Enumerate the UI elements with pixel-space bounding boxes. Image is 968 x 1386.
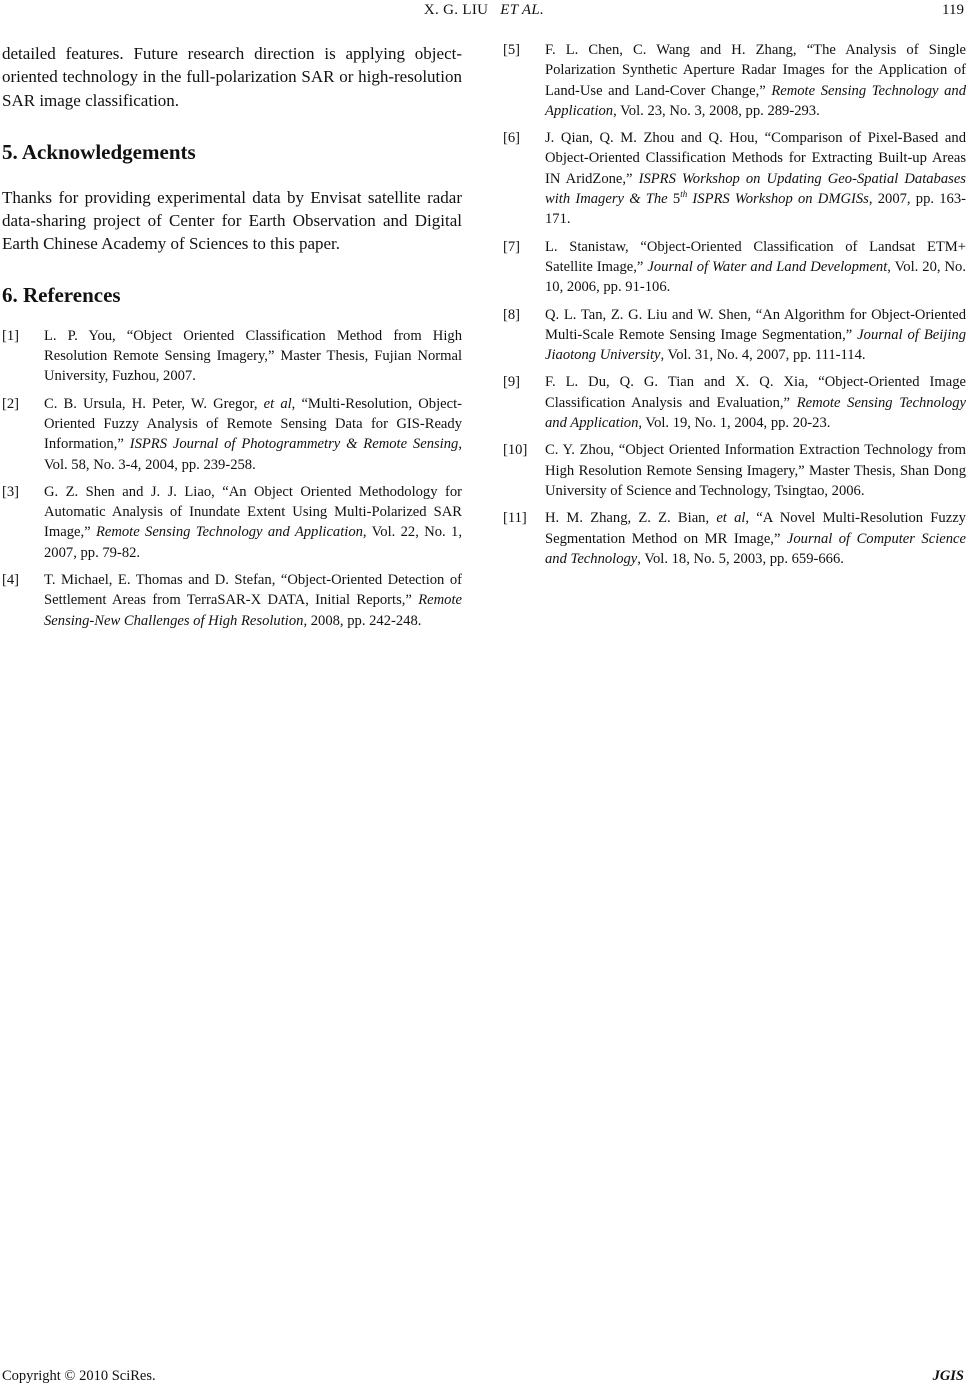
reference-text: 5 [672, 191, 681, 208]
reference-text: Remote Sensing Technology and Application [95, 524, 363, 541]
reference-text: F. L. Chen, C. Wang and H. Zhang, “The Analysis of Single Polarization Synthetic Aperture Radar Images for the Application of Land-Use and Land-Cover Change,” [545, 42, 966, 99]
reference-text: G. Z. Shen and J. J. Liao, “An Object Oriented Methodology for Automatic Analysis of Inundate Extent Using Multi-Polarized SAR Image,” [44, 483, 462, 541]
reference-text: , Vol. 22, No. 1, 2007, pp. 79-82. [44, 524, 462, 561]
reference-text: Journal of Computer Science and Technology [545, 530, 966, 567]
running-header [0, 2, 968, 22]
journal-name: JGIS [932, 1368, 964, 1384]
reference-text: , Vol. 31, No. 4, 2007, pp. 111-114. [660, 347, 866, 364]
reference-text: , “Multi-Resolution, Object-Oriented Fuzzy Analysis of Remote Sensing Data for GIS-Ready Information,” [44, 395, 462, 453]
references-heading: 6. References [2, 282, 121, 307]
header-title [0, 2, 968, 19]
reference-text: , Vol. 19, No. 1, 2004, pp. 20-23. [638, 415, 831, 432]
reference-item [503, 508, 966, 569]
header-author: X. G. LIU [423, 2, 489, 18]
reference-number: [4] [2, 572, 20, 589]
reference-item [503, 305, 966, 366]
reference-text: et al [263, 395, 292, 412]
reference-number: [10] [503, 442, 528, 459]
reference-item [2, 394, 462, 475]
reference-text: Remote Sensing Technology and Application [545, 394, 966, 432]
reference-number: [5] [503, 42, 521, 58]
reference-text: L. P. You, “Object Oriented Classification Method from High Resolution Remote Sensing Imagery,” Master Thesis, Fujian Normal University, Fuzhou, 2007. [44, 327, 462, 385]
reference-text: Q. L. Tan, Z. G. Liu and W. Shen, “An Algorithm for Object-Oriented Multi-Scale Remote Sensing Image Segmentation,” [545, 306, 966, 343]
reference-text: J. Qian, Q. M. Zhou and Q. Hou, “Comparison of Pixel-Based and Object-Oriented Classification Methods for Extracting Built-up Areas IN AridZone,” [545, 130, 966, 187]
reference-item [503, 128, 966, 229]
reference-text: Remote Sensing-New Challenges of High Resolution [44, 592, 462, 629]
left-column [2, 42, 462, 638]
reference-list-right [503, 40, 966, 569]
intro-paragraph: detailed features. Future research direction is applying object-oriented technology in the full-polarization SAR or high-resolution SAR image classification. [2, 44, 462, 110]
reference-text: , “A Novel Multi-Resolution Fuzzy Segmentation Method on MR Image,” [545, 510, 966, 547]
reference-number: [1] [2, 327, 20, 344]
reference-text: Journal of Water and Land Development [647, 258, 888, 275]
reference-text: , Vol. 20, No. 10, 2006, pp. 91-106. [545, 258, 967, 296]
reference-number: [6] [503, 130, 521, 147]
acknowledgements-paragraph: Thanks for providing experimental data by Envisat satellite radar data-sharing project of Center for Earth Observation and Digital Earth Chinese Academy of Sciences to this paper. [2, 187, 462, 254]
acknowledgements-heading: 5. Acknowledgements [2, 139, 196, 164]
reference-number: [9] [503, 374, 521, 391]
reference-text: , 2008, pp. 242-248. [303, 612, 422, 629]
reference-text: et al [716, 510, 746, 527]
copyright-text: Copyright © 2010 SciRes. [2, 1368, 156, 1384]
reference-text: ISPRS Workshop on DMGISs [687, 191, 869, 208]
right-column [503, 40, 966, 576]
reference-text: , 2007, pp. 163-171. [545, 191, 966, 228]
reference-text: , Vol. 58, No. 3-4, 2004, pp. 239-258. [44, 436, 462, 473]
reference-item [2, 570, 462, 631]
page-footer [2, 1368, 964, 1385]
reference-text: ISPRS Journal of Photogrammetry & Remote Sensing [129, 436, 459, 453]
reference-text: , Vol. 18, No. 5, 2003, pp. 659-666. [637, 550, 844, 567]
reference-text: C. Y. Zhou, “Object Oriented Information Extraction Technology from High Resolution Remote Sensing Imagery,” Master Thesis, Shan Dong University of Science and Technology, Tsingtao, 2006. [545, 442, 966, 499]
reference-text: T. Michael, E. Thomas and D. Stefan, “Object-Oriented Detection of Settlement Areas from TerraSAR-X DATA, Initial Reports,” [44, 572, 462, 609]
reference-number: [11] [503, 510, 527, 527]
reference-item [2, 482, 462, 563]
page-number: 119 [942, 2, 964, 18]
reference-text: , Vol. 23, No. 3, 2008, pp. 289-293. [613, 102, 820, 119]
reference-list-left [2, 326, 462, 631]
reference-item [503, 237, 966, 298]
reference-text: L. Stanistaw, “Object-Oriented Classification of Landsat ETM+ Satellite Image,” [545, 238, 966, 275]
reference-item [503, 372, 966, 433]
reference-number: [7] [503, 238, 521, 255]
reference-text: H. M. Zhang, Z. Z. Bian, [545, 510, 717, 527]
reference-text: C. B. Ursula, H. Peter, W. Gregor, [44, 395, 264, 412]
reference-number: [3] [2, 483, 20, 500]
reference-text: ISPRS Workshop on Updating Geo-Spatial Databases with Imagery & The [545, 170, 966, 208]
reference-item [2, 326, 462, 387]
reference-number: [2] [2, 395, 20, 412]
reference-text: F. L. Du, Q. G. Tian and X. Q. Xia, “Object-Oriented Image Classification Analysis and Evaluation,” [545, 374, 966, 411]
header-etal: ET AL. [500, 2, 545, 18]
reference-item [503, 40, 966, 121]
reference-text: Journal of Beijing Jiaotong University [545, 326, 966, 364]
reference-number: [8] [503, 306, 521, 323]
reference-text: Remote Sensing Technology and Application [545, 82, 966, 119]
reference-item [503, 440, 966, 501]
reference-text: th [680, 189, 688, 200]
